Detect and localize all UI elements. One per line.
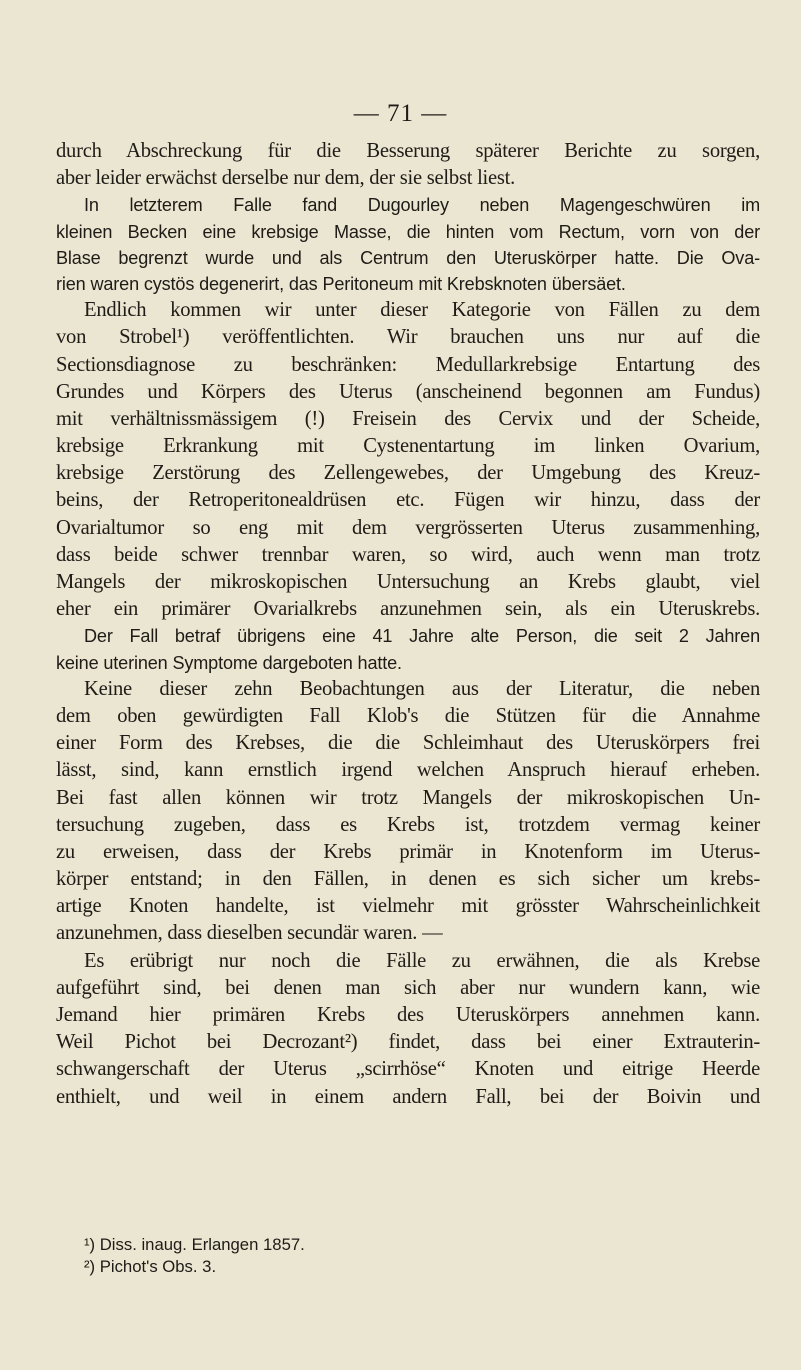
text-line: Mangels der mikroskopischen Untersuchung an Krebs glaubt, viel (56, 571, 760, 593)
text-line: Blase begrenzt wurde und als Centrum den Uteruskörper hatte. Die Ova- (56, 247, 760, 268)
text-line: von Strobel¹) veröffentlichten. Wir brauchen uns nur auf die (56, 326, 760, 349)
text-line: krebsige Erkrankung mit Cystenentartung im linken Ovarium, (56, 435, 760, 458)
text-line: Grundes und Körpers des Uterus (anscheinend begonnen am Fundus) (56, 380, 760, 403)
text-line: dem oben gewürdigten Fall Klob's die Stützen für die Annahme (56, 704, 760, 727)
text-line: schwangerschaft der Uterus „scirrhöse“ Knoten und eitrige Heerde (56, 1058, 760, 1081)
text-line: Ovarialtumor so eng mit dem vergrösserten Uterus zusammenhing, (56, 516, 760, 539)
text-line: Weil Pichot bei Decrozant²) findet, dass bei einer Extrauterin- (56, 1031, 760, 1054)
text-line: zu erweisen, dass der Krebs primär in Knotenform im Uterus- (56, 840, 760, 863)
text-line: körper entstand; in den Fällen, in denen es sich sicher um krebs- (56, 868, 760, 891)
text-line: rien waren cystös degenerirt, das Peritoneum mit Krebsknoten übersäet. (56, 273, 626, 294)
text-line: beins, der Retroperitonealdrüsen etc. Fügen wir hinzu, dass der (56, 489, 760, 512)
text-line: krebsige Zerstörung des Zellengewebes, der Umgebung des Kreuz- (56, 462, 760, 485)
text-line: artige Knoten handelte, ist vielmehr mit grösster Wahrscheinlichkeit (56, 895, 760, 918)
text-line: aufgeführt sind, bei denen man sich aber nur wundern kann, wie (56, 976, 760, 999)
text-line: keine uterinen Symptome dargeboten hatte. (56, 652, 402, 673)
text-line: einer Form des Krebses, die die Schleimhaut des Uteruskörpers frei (56, 732, 760, 755)
text-line: enthielt, und weil in einem andern Fall, bei der Boivin und (56, 1085, 760, 1108)
text-line: tersuchung zugeben, dass es Krebs ist, trotzdem vermag keiner (56, 813, 760, 836)
body-text (56, 138, 760, 1111)
text-line: anzunehmen, dass dieselben secundär waren. — (56, 922, 443, 945)
text-line: Sectionsdiagnose zu beschränken: Medullarkrebsige Entartung des (56, 353, 760, 376)
text-line: Keine dieser zehn Beobachtungen aus der Literatur, die neben (84, 677, 760, 700)
text-line: lässt, sind, kann ernstlich irgend welchen Anspruch hierauf erheben. (56, 759, 760, 782)
text-line: Jemand hier primären Krebs des Uteruskörpers annehmen kann. (56, 1004, 760, 1026)
text-line: Endlich kommen wir unter dieser Kategorie von Fällen zu dem (84, 299, 760, 322)
text-line: aber leider erwächst derselbe nur dem, der sie selbst liest. (56, 167, 516, 190)
text-line: durch Abschreckung für die Besserung späterer Berichte zu sorgen, (56, 140, 760, 162)
text-line: eher ein primärer Ovarialkrebs anzunehmen sein, als ein Uteruskrebs. (56, 598, 760, 621)
text-line: mit verhältnissmässigem (!) Freisein des Cervix und der Scheide, (56, 407, 760, 430)
footnotes (84, 1234, 684, 1278)
text-line: Der Fall betraf übrigens eine 41 Jahre alte Person, die seit 2 Jahren (84, 626, 760, 647)
text-line: kleinen Becken eine krebsige Masse, die hinten vom Rectum, vorn von der (56, 221, 760, 242)
text-line: Bei fast allen können wir trotz Mangels der mikroskopischen Un- (56, 786, 760, 809)
footnote: ²) Pichot's Obs. 3. (84, 1257, 217, 1276)
footnote: ¹) Diss. inaug. Erlangen 1857. (84, 1235, 305, 1254)
text-line: dass beide schwer trennbar waren, so wird, auch wenn man trotz (56, 543, 760, 566)
text-line: Es erübrigt nur noch die Fälle zu erwähnen, die als Krebse (84, 949, 760, 972)
text-line: In letzterem Falle fand Dugourley neben Magengeschwüren im (84, 195, 760, 216)
page-number: — 71 — (353, 100, 448, 127)
